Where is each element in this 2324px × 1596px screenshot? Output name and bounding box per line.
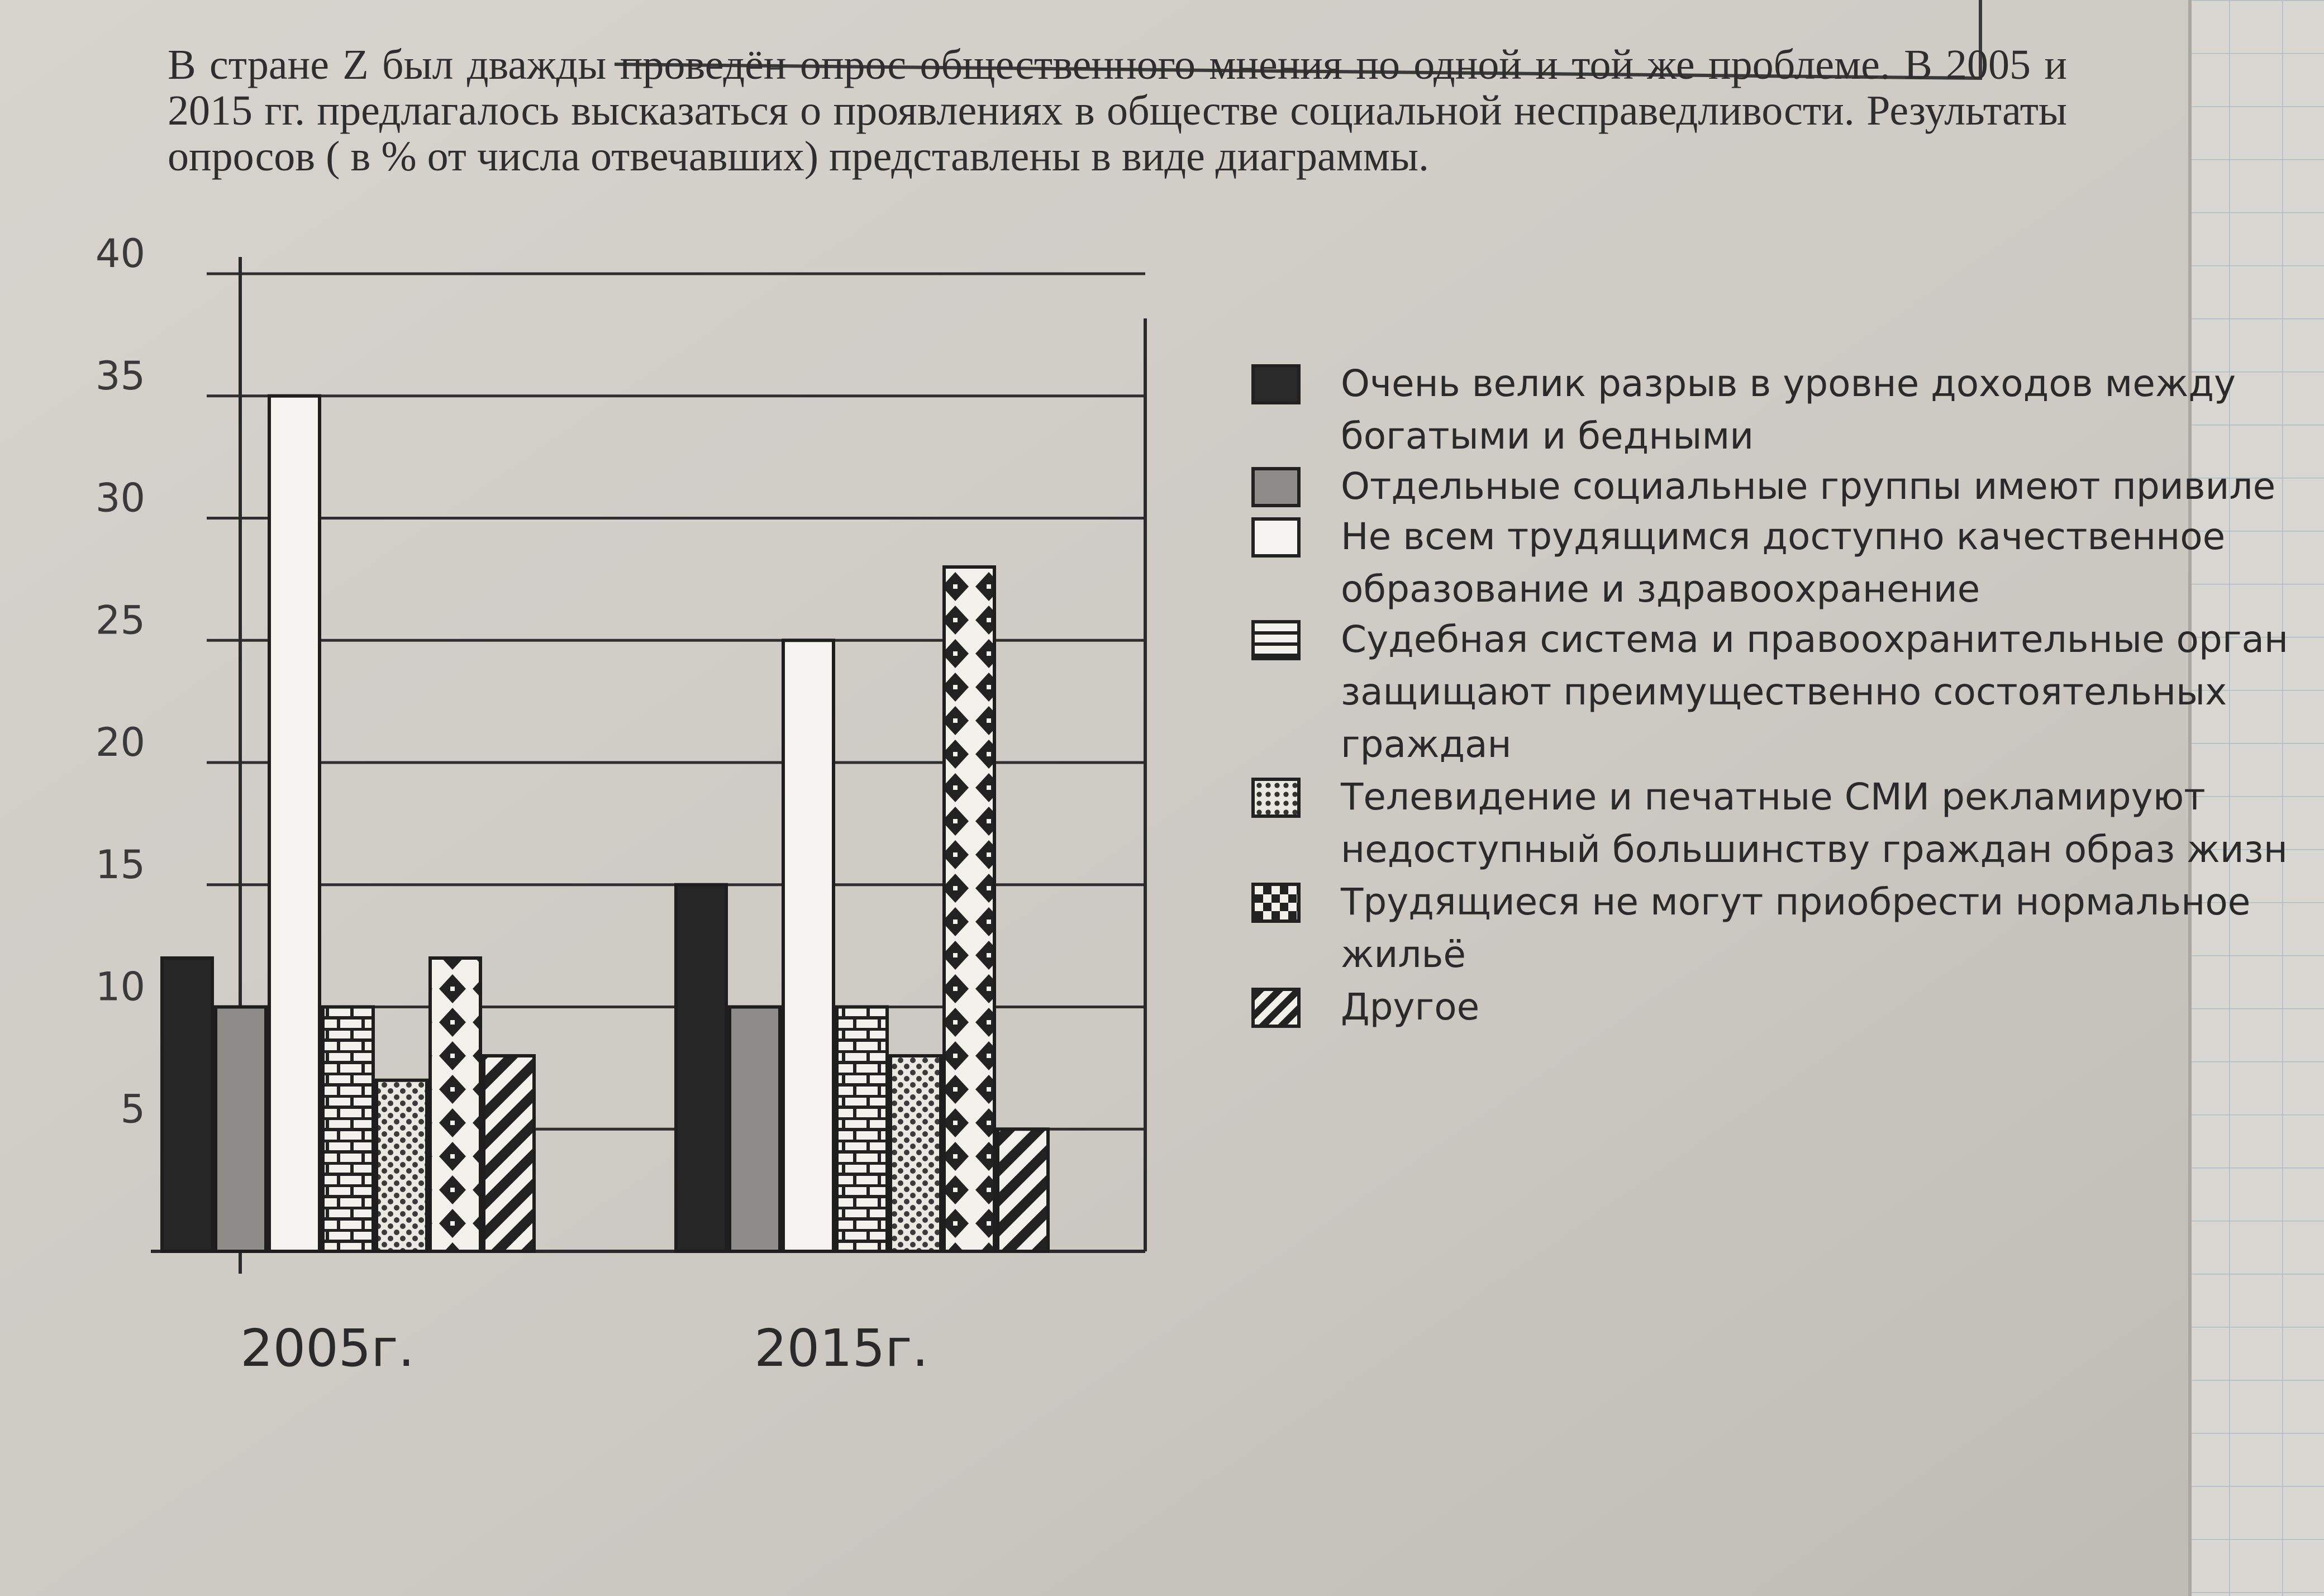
bar-2005-series-1 [162,958,212,1251]
bar-2005-series-6 [430,958,480,1251]
category-label: 2005г. [240,1318,415,1378]
bar-2005-series-7 [484,1056,534,1251]
legend-item-income-gap [1246,358,2324,463]
intro-paragraph: В стране Z был дважды проведён опрос общественного мнения по одной и той же проблеме. В 2005 и 2015 гг. предлагалось высказаться о проявлениях в обществе социальной несправедливости. Результаты опросов ( в % от числа отвечавших) представлены в виде диаграммы. [168,41,2067,180]
legend-swatch-solid-gray [1251,467,1301,507]
bar-2015-series-4 [837,1007,887,1252]
legend-swatch-diagonal [1251,988,1301,1028]
y-tick-label: 25 [95,597,145,644]
legend-label: Другое [1341,985,1480,1028]
legend-label: Трудящиеся не могут приобрести нормальное жильё [1341,880,2251,976]
y-tick-label: 30 [95,475,145,521]
category-label: 2015г. [754,1318,928,1378]
bar-2015-series-5 [890,1056,941,1251]
category-labels [240,1318,928,1378]
legend-item-privileges [1246,460,2324,513]
legend-item-education [1246,511,2324,616]
bar-2015-series-6 [944,567,994,1251]
legend-item-other [1246,981,2324,1033]
bar-2015-series-1 [676,885,726,1251]
y-tick-labels [96,231,145,1132]
y-tick-label: 15 [95,841,145,888]
legend-item-judiciary [1246,613,2324,771]
legend-swatch-dots [1251,778,1301,818]
legend-item-media [1246,771,2324,876]
legend-swatch-brick [1251,620,1301,660]
legend-item-housing [1246,876,2324,981]
y-tick-label: 5 [120,1086,145,1132]
y-tick-label: 35 [95,352,145,399]
bar-2015-series-3 [783,640,834,1251]
bar-2005-series-3 [269,396,320,1251]
legend-label: Телевидение и печатные СМИ рекламируют недоступный большинству граждан образ жизн [1341,775,2288,871]
bars [162,396,1048,1251]
bar-2015-series-2 [730,1007,780,1252]
legend-label: Не всем трудящимся доступно качественное образование и здравоохранение [1341,515,2226,611]
bar-2005-series-2 [216,1007,266,1252]
legend [1246,358,2324,1033]
bar-2005-series-5 [377,1080,427,1251]
y-tick-label: 40 [95,231,145,277]
bar-2005-series-4 [323,1007,373,1252]
legend-swatch-solid-dark [1251,364,1301,404]
legend-label: Отдельные социальные группы имеют привиле [1341,465,2276,508]
y-tick-label: 10 [95,964,145,1010]
legend-swatch-diamond [1251,883,1301,923]
bar-2015-series-7 [998,1129,1048,1251]
y-tick-label: 20 [95,720,145,765]
legend-label: Судебная система и правоохранительные орган защищают преимущественно состоятельных граждан [1341,618,2289,766]
legend-label: Очень велик разрыв в уровне доходов между богатыми и бедными [1341,362,2236,458]
legend-swatch-white [1251,517,1301,558]
